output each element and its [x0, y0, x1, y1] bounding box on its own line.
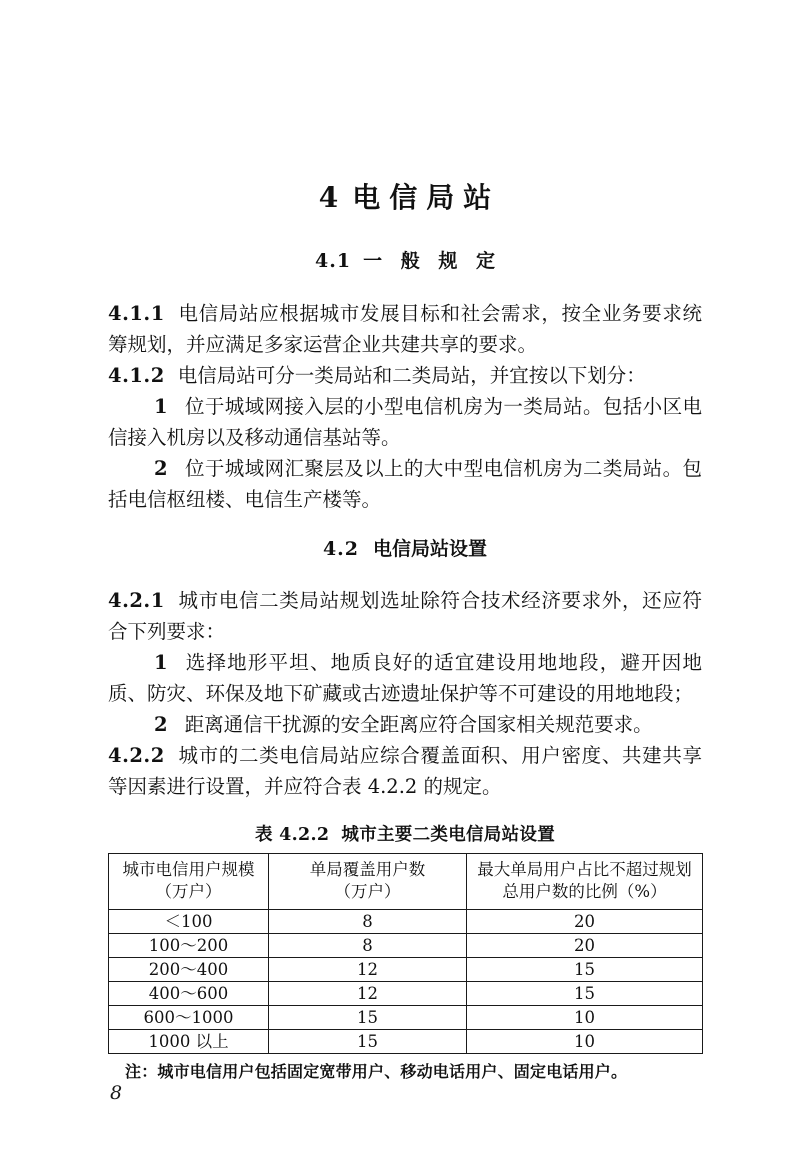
clause-text-4-1-2: 电信局站可分一类局站和二类局站，并宜按以下划分：	[177, 363, 646, 387]
cell-coverage: 12	[269, 958, 467, 982]
cell-coverage: 15	[269, 1030, 467, 1054]
item-text-4-2-1-2: 距离通信干扰源的安全距离应符合国家相关规范要求。	[184, 713, 653, 737]
clause-text-4-2-1: 城市电信二类局站规划选址除符合技术经济要求外，还应符合下列要求：	[108, 589, 702, 644]
cell-max-ratio: 10	[467, 1030, 703, 1054]
table-col-header-user-scale	[109, 854, 269, 910]
clause-number-4-2-1: 4.2.1	[108, 589, 165, 613]
section-heading-4-1	[108, 249, 702, 274]
table-caption-title: 城市主要二类电信局站设置	[341, 825, 556, 846]
section-title-4-1: 一 般 规 定	[363, 250, 501, 272]
cell-max-ratio: 10	[467, 1006, 703, 1030]
clause-4-2-2	[108, 740, 702, 802]
cell-user-scale: 100～200	[109, 934, 269, 958]
clause-text-4-1-1: 电信局站应根据城市发展目标和社会需求，按全业务要求统筹规划，并应满足多家运营企业共建共享的要求。	[108, 301, 702, 356]
cell-coverage: 12	[269, 982, 467, 1006]
item-number-4-2-1-1: 1	[154, 651, 168, 675]
cell-user-scale: 1000 以上	[109, 1030, 269, 1054]
cell-coverage: 8	[269, 910, 467, 934]
item-number-4-1-2-1: 1	[154, 394, 168, 418]
clause-number-4-1-1: 4.1.1	[108, 301, 165, 325]
clause-4-2-1	[108, 585, 702, 647]
item-text-4-1-2-1: 位于城域网接入层的小型电信机房为一类局站。包括小区电信接入机房以及移动通信基站等。	[108, 394, 702, 449]
header-line-1: 单局覆盖用户数	[309, 860, 426, 880]
section-number-4-1: 4.1	[315, 250, 352, 272]
table-row	[109, 982, 703, 1006]
item-number-4-1-2-2: 2	[154, 456, 168, 480]
item-text-4-2-1-1: 选择地形平坦、地质良好的适宜建设用地地段，避开因地质、防灾、环保及地下矿藏或古迹遗址保护等不可建设的用地地段；	[108, 651, 702, 706]
section-title-4-2: 电信局站设置	[373, 537, 488, 560]
cell-user-scale: 600～1000	[109, 1006, 269, 1030]
header-line-2: 总用户数的比例（%）	[502, 882, 667, 902]
clause-number-4-1-2: 4.1.2	[108, 363, 165, 387]
table-header	[109, 854, 703, 910]
header-line-2: （万户）	[334, 882, 401, 902]
item-number-4-2-1-2: 2	[154, 713, 168, 737]
cell-max-ratio: 20	[467, 910, 703, 934]
table-body	[109, 910, 703, 1054]
clause-4-2-1-item-2	[108, 709, 702, 740]
chapter-title-text: 电信局站	[352, 181, 501, 214]
table-header-row	[109, 854, 703, 910]
header-line-1: 最大单局用户占比不超过规划	[477, 860, 692, 880]
header-line-1: 城市电信用户规模	[122, 860, 255, 880]
clause-4-1-2-item-2	[108, 453, 702, 515]
table-note: 注：城市电信用户包括固定宽带用户、移动电话用户、固定电话用户。	[125, 1062, 628, 1082]
chapter-number: 4	[318, 181, 339, 214]
cell-user-scale: 200～400	[109, 958, 269, 982]
clause-4-1-2	[108, 360, 702, 391]
table-row	[109, 1006, 703, 1030]
clause-number-4-2-2: 4.2.2	[108, 744, 165, 768]
table-caption	[108, 821, 702, 846]
cell-max-ratio: 15	[467, 958, 703, 982]
page-number: 8	[110, 1082, 123, 1104]
section-heading-4-2	[108, 537, 702, 562]
cell-coverage: 8	[269, 934, 467, 958]
cell-max-ratio: 15	[467, 982, 703, 1006]
section-number-4-2: 4.2	[322, 537, 360, 560]
cell-max-ratio: 20	[467, 934, 703, 958]
cell-coverage: 15	[269, 1006, 467, 1030]
page-title	[108, 180, 702, 215]
table-caption-number: 表 4.2.2	[254, 825, 330, 846]
clause-4-1-1	[108, 298, 702, 360]
clause-4-1-2-item-1	[108, 391, 702, 453]
page-content	[108, 180, 702, 1084]
table-col-header-coverage	[269, 854, 467, 910]
cell-user-scale: 400～600	[109, 982, 269, 1006]
header-line-2: （万户）	[155, 882, 222, 902]
item-text-4-1-2-2: 位于城域网汇聚层及以上的大中型电信机房为二类局站。包括电信枢纽楼、电信生产楼等。	[108, 456, 702, 511]
clause-4-2-1-item-1	[108, 647, 702, 709]
table-row	[109, 1030, 703, 1054]
table-col-header-max-ratio	[467, 854, 703, 910]
table-row	[109, 934, 703, 958]
cell-user-scale: ＜100	[109, 910, 269, 934]
spec-table	[108, 853, 703, 1054]
clause-text-4-2-2: 城市的二类电信局站应综合覆盖面积、用户密度、共建共享等因素进行设置，并应符合表 4.2.2 的规定。	[108, 744, 702, 799]
table-row	[109, 958, 703, 982]
table-row	[109, 910, 703, 934]
